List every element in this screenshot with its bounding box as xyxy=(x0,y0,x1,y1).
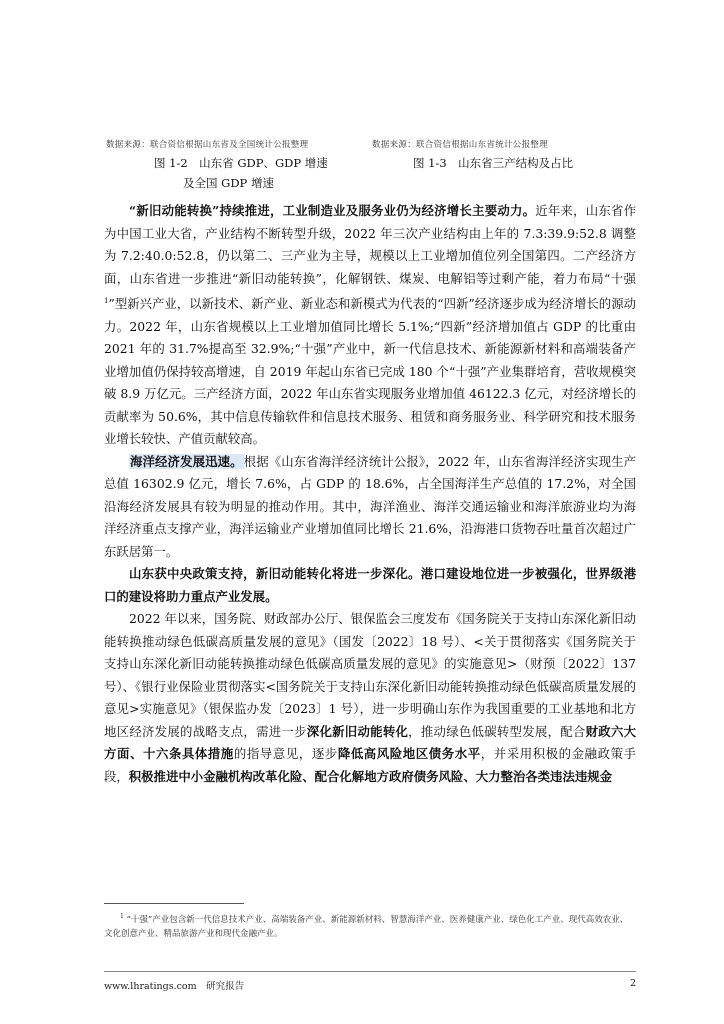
figure-sources xyxy=(106,138,549,150)
footnote-text: “十强”产业包含新一代信息技术产业、高端装备产业、新能源新材料、智慧海洋产业、医养健康产业、绿色化工产业、现代高效农业、文化创意产业、精品旅游产业和现代金融产业。 xyxy=(104,914,629,939)
footnote xyxy=(104,910,636,941)
figure-1-2-caption: 图 1-2 山东省 GDP、GDP 增速 xyxy=(154,156,328,170)
emphasis: 降低高风险地区债务水平 xyxy=(337,746,481,762)
paragraph-policy-lead xyxy=(104,563,636,608)
paragraph-policy-detail xyxy=(104,608,636,788)
emphasis: 深化新旧动能转化 xyxy=(306,723,409,739)
emphasis: 财政六大方面、十六条具体措施 xyxy=(104,723,637,762)
paragraph-text: 的指导意见，逐步 xyxy=(233,746,338,762)
footer-site[interactable]: www.lhratings.com 研究报告 xyxy=(104,981,245,992)
page-number: 2 xyxy=(629,978,636,989)
source-right: 数据来源：联合资信根据山东省统计公报整理 xyxy=(372,140,549,150)
paragraph-text: ，推动绿色低碳转型发展，配合 xyxy=(408,723,586,739)
paragraph-text: 近年来，山东省作为中国工业大省，产业结构不断转型升级，2022 年三次产业结构由上年的 7.3:39.9:52.8 调整为 7.2:40.0:52.8，仍以第二、三产业为主导，规模以上工业增加值位列全国第四。二产经济方面，山东省进一步推进“新旧动能转换”，化解钢铁、煤炭、电解铝等过剩产能，着力布局“十强 xyxy=(104,203,636,286)
figure-1-3-caption: 图 1-3 山东省三产结构及占比 xyxy=(413,156,574,170)
paragraph-lead: 海洋经济发展迅速。 xyxy=(130,453,243,469)
emphasis: 积极推进中小金融机构改革化险、配合化解地方政府债务风险、大力整治各类违法违规金 xyxy=(128,768,613,784)
footnote-mark: 1 xyxy=(120,913,124,920)
figure-1-2-caption-cont: 及全国 GDP 增速 xyxy=(183,176,274,190)
paragraph-lead: “新旧动能转换”持续推进，工业制造业及服务业仍为经济增长主要动力。 xyxy=(129,203,536,218)
footnote-ref[interactable]: 1 xyxy=(104,297,109,305)
source-left: 数据来源：联合资信根据山东省及全国统计公报整理 xyxy=(106,140,309,150)
paragraph-text: ，并采用积极的金融政策手段， xyxy=(104,746,637,784)
footer-divider xyxy=(104,971,636,972)
report-body xyxy=(104,200,636,788)
paragraph-lead: 山东获中央政策支持，新旧动能转化将进一步深化。港口建设地位进一步被强化，世界级港口的建设将助力重点产业发展。 xyxy=(104,566,636,604)
paragraph-marine-economy xyxy=(104,451,636,564)
paragraph-growth-drivers xyxy=(104,200,636,451)
paragraph-text: ”型新兴产业，以新技术、新产业、新业态和新模式为代表的“四新”经济逐步成为经济增长的源动力。2022 年，山东省规模以上工业增加值同比增长 5.1%;“四新”经济增加值占 GDP 的比重由 2021 年的 31.7%提高至 32.9%;“十强”产业中，新一代信息技术、新能源新材料和高端装备产业增加值仍保持较高增速，自 2019 年起山东省已完成 180 个“十强”产业集群培育，营收规模突破 8.9 万亿元。三产经济方面，2022 年山东省实现服务业增加值 46122.3 亿元，对经济增长的贡献率为 50.6%，其中信息传输软件和信息技术服务、租赁和商务服务业、科学研究和技术服务业增长较快、产值贡献较高。 xyxy=(104,296,636,447)
paragraph-text: 根据《山东省海洋经济统计公报》，2022 年，山东省海洋经济实现生产总值 16302.9 亿元，增长 7.6%，占 GDP 的 18.6%，占全国海洋生产总值的 17.2%，对全国沿海经济发展具有较为明显的推动作用。其中，海洋渔业、海洋交通运输业和海洋旅游业均为海洋经济重点支撑产业，海洋运输业产业增加值同比增长 21.6%，沿海港口货物吞吐量首次超过广东跃居第一。 xyxy=(104,453,636,559)
footnote-divider xyxy=(104,903,244,904)
paragraph-text: 2022 年以来，国务院、财政部办公厅、银保监会三度发布《国务院关于支持山东深化新旧动能转换推动绿色低碳高质量发展的意见》（国发〔2022〕18 号）、<关于贯彻落实《国务院关于支持山东深化新旧动能转换推动绿色低碳高质量发展的意见》的实施意见>（财预〔2022〕137 号）、《银行业保险业贯彻落实<国务院关于支持山东深化新旧动能转换推动绿色低碳高质量发展的意见>实施意见》（银保监办发〔2023〕1 号），进一步明确山东作为我国重要的工业基地和北方地区经济发展的战略支点，需进一步 xyxy=(104,611,636,739)
